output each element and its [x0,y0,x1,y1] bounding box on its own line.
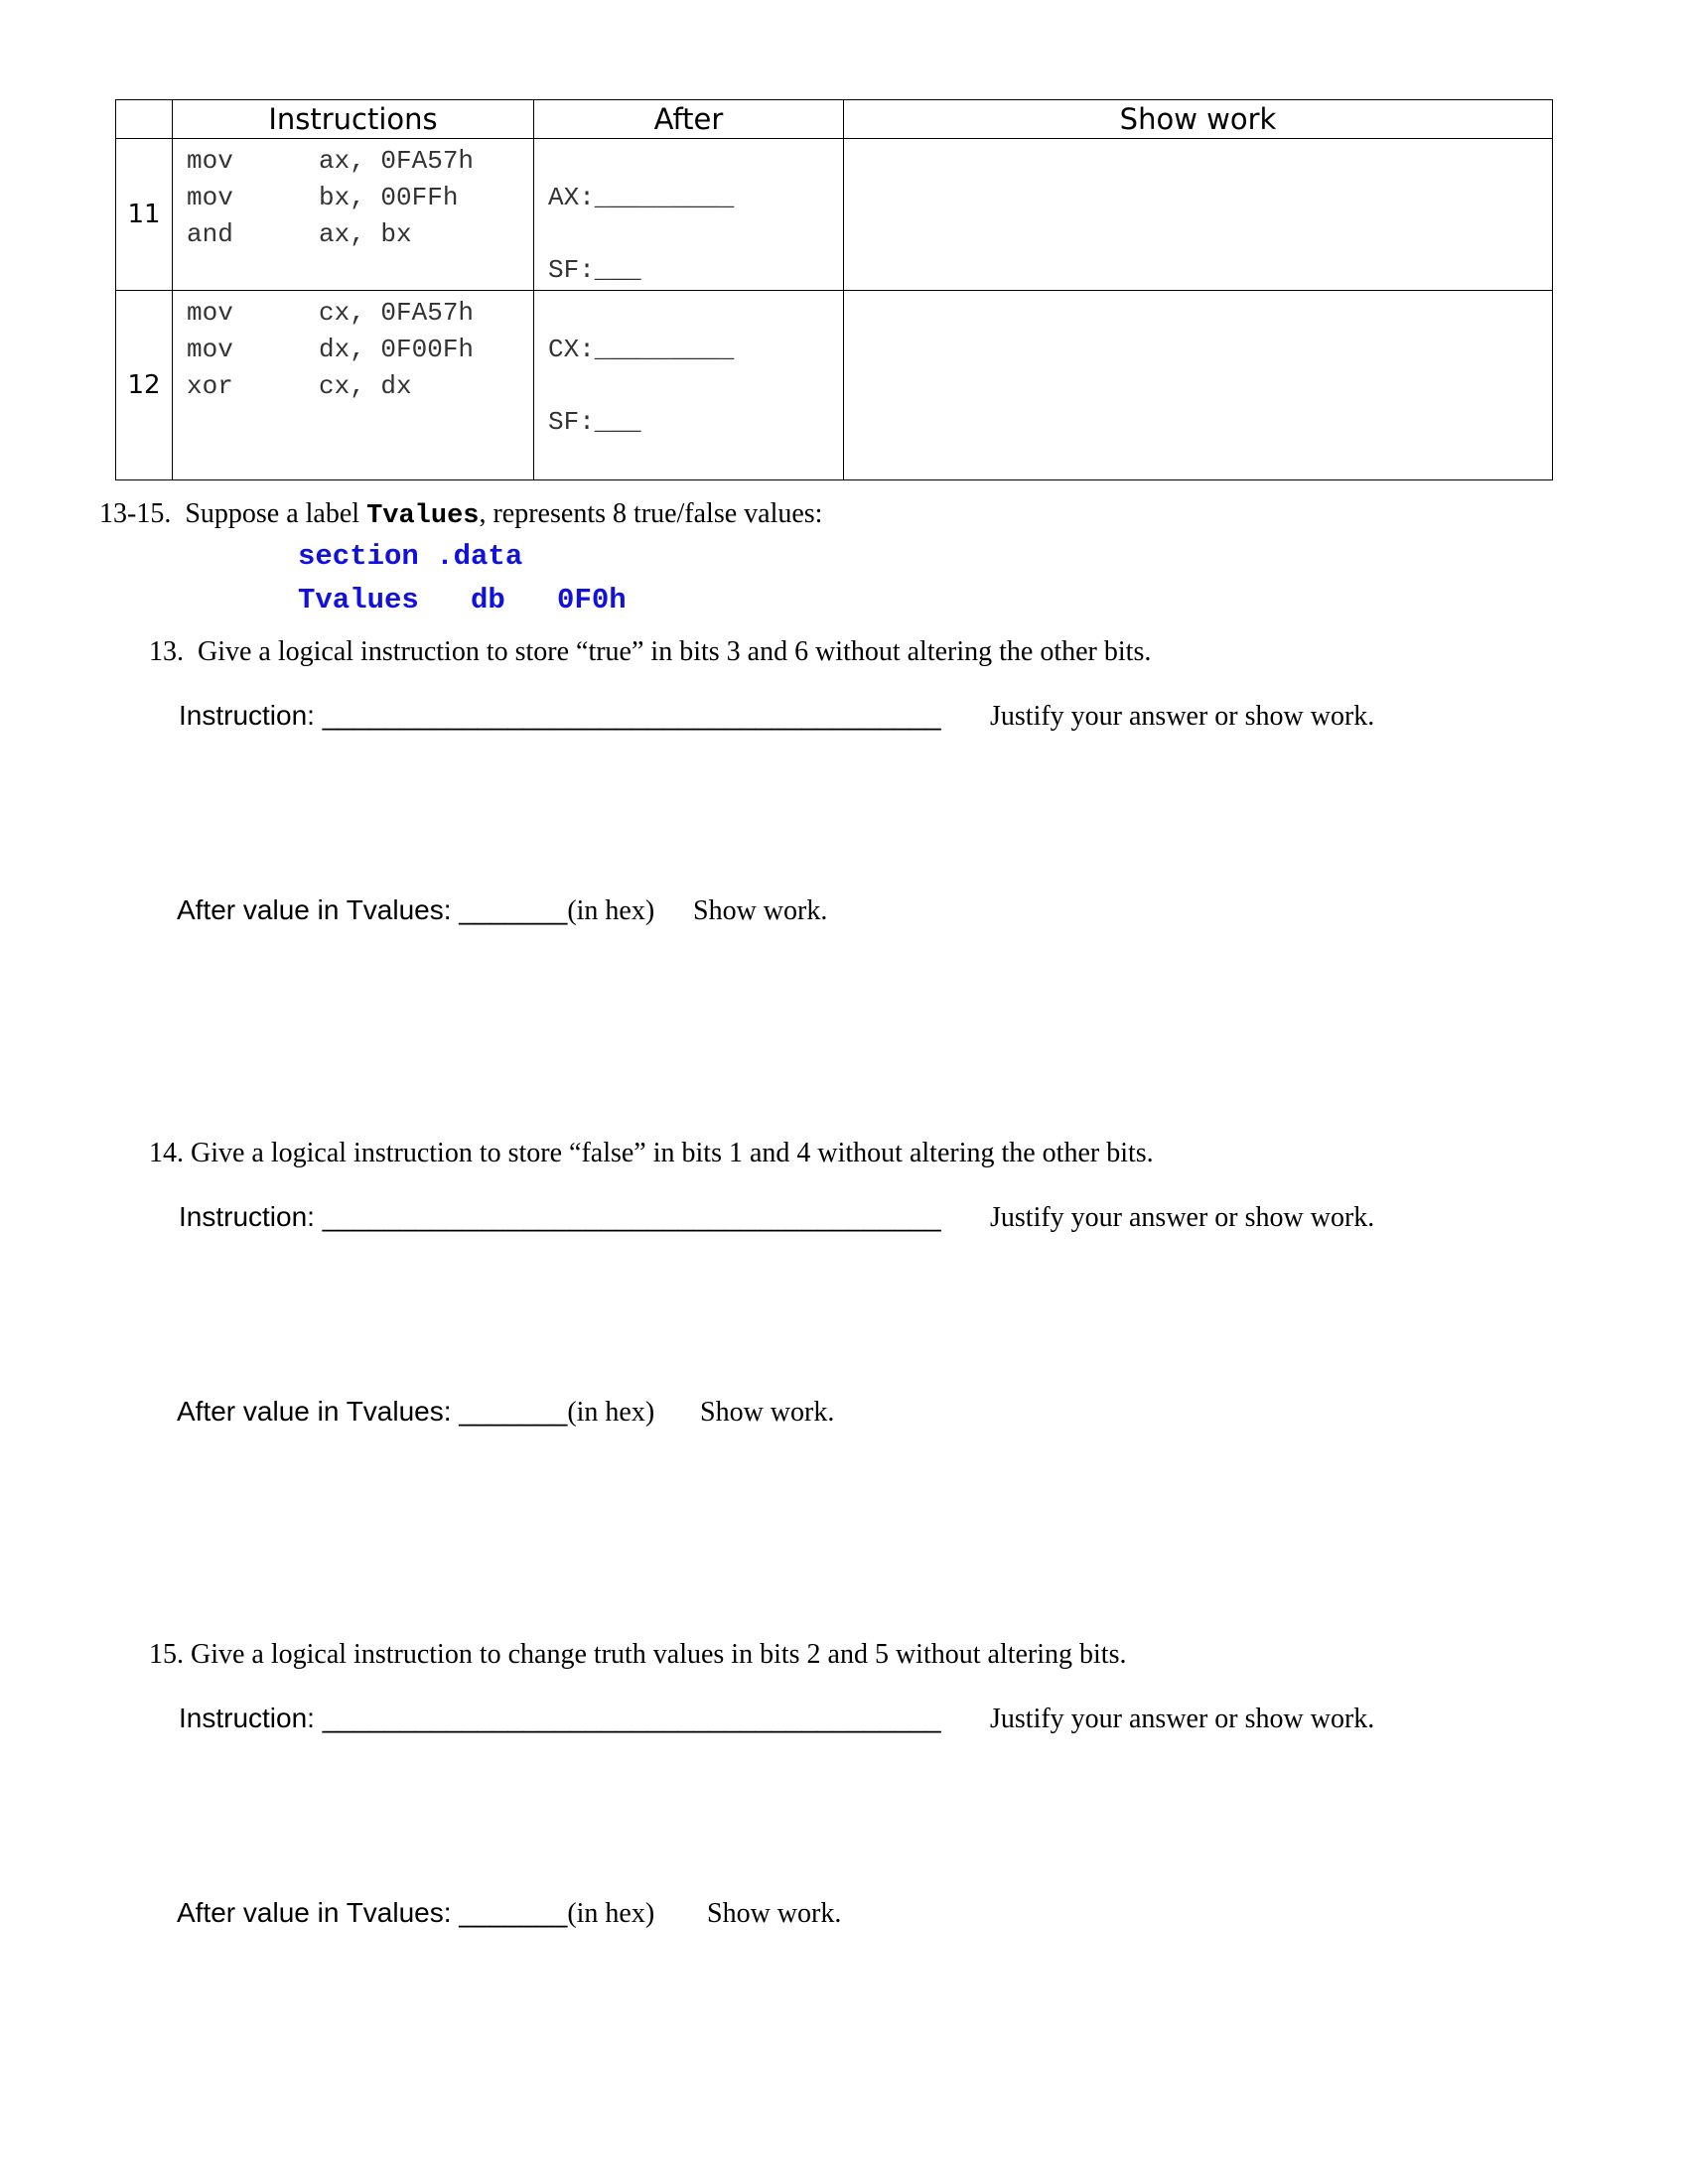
opcode: mov [187,183,233,212]
question-14-show-work: Show work. [700,1397,835,1428]
question-13-after-blank[interactable]: After value in Tvalues: _______ [177,894,568,925]
code-tvalues-line: Tvalues db 0F0h [298,584,627,616]
instruction-line [187,295,533,332]
question-14-after-blank[interactable]: After value in Tvalues: _______ [177,1396,568,1427]
header-instructions: Instructions [173,100,534,139]
sf-answer-blank[interactable]: SF:___ [548,407,641,437]
opcode: and [187,219,233,249]
code-section-line: section .data [298,540,523,573]
table-row [116,139,1553,291]
in-hex-label: (in hex) [567,1397,655,1428]
question-15-show-work: Show work. [707,1898,842,1929]
question-14-text: 14. Give a logical instruction to store “false” in bits 1 and 4 without altering the other bits. [149,1138,1154,1168]
after-cell [534,291,844,480]
question-15-text: 15. Give a logical instruction to change truth values in bits 2 and 5 without altering bits. [149,1639,1127,1670]
cx-answer-blank[interactable]: CX:_________ [548,335,735,364]
after-cell [534,139,844,291]
operands: bx, 00FFh [319,183,459,212]
instructions-cell [173,291,534,480]
ax-answer-blank[interactable]: AX:_________ [548,183,735,212]
sf-answer-blank[interactable]: SF:___ [548,255,641,285]
in-hex-label: (in hex) [567,895,655,926]
operands: ax, bx [319,219,412,249]
question-14-instruction-blank[interactable]: Instruction: ________________________________________ [179,1201,941,1232]
question-13-instruction-blank[interactable]: Instruction: ________________________________________ [179,700,941,731]
instruction-line [187,216,533,253]
row-number: 11 [116,139,173,291]
question-15-after-blank[interactable]: After value in Tvalues: _______ [177,1897,568,1928]
header-show-work: Show work [844,100,1553,139]
exercise-table [115,99,1553,480]
operands: cx, 0FA57h [319,298,475,328]
question-13-show-work: Show work. [693,895,828,926]
question-15-after-row [177,1897,654,1930]
intro-suffix: , represents 8 true/false values: [479,498,823,529]
intro-label: Tvalues [366,501,480,531]
table-row [116,291,1553,480]
intro-text [99,498,822,531]
question-13-after-row [177,894,654,927]
show-work-cell[interactable] [844,291,1553,480]
operands: cx, dx [319,371,412,401]
header-number [116,100,173,139]
opcode: mov [187,335,233,364]
header-after: After [534,100,844,139]
question-13-text: 13. Give a logical instruction to store “true” in bits 3 and 6 without altering the other bits. [149,636,1152,667]
row-number: 12 [116,291,173,480]
question-15-instruction-blank[interactable]: Instruction: ________________________________________ [179,1703,941,1733]
operands: dx, 0F00Fh [319,335,475,364]
operands: ax, 0FA57h [319,146,475,176]
question-14-after-row [177,1396,654,1429]
opcode: xor [187,371,233,401]
instruction-line [187,368,533,405]
question-14-justify: Justify your answer or show work. [990,1202,1375,1233]
question-15-justify: Justify your answer or show work. [990,1704,1375,1734]
intro-prefix: 13-15. Suppose a label [99,498,367,529]
instructions-cell [173,139,534,291]
instruction-line [187,143,533,180]
instruction-line [187,180,533,216]
in-hex-label: (in hex) [567,1898,655,1929]
table-header-row [116,100,1553,139]
opcode: mov [187,146,233,176]
opcode: mov [187,298,233,328]
instruction-line [187,332,533,368]
question-13-justify: Justify your answer or show work. [990,701,1375,732]
show-work-cell[interactable] [844,139,1553,291]
